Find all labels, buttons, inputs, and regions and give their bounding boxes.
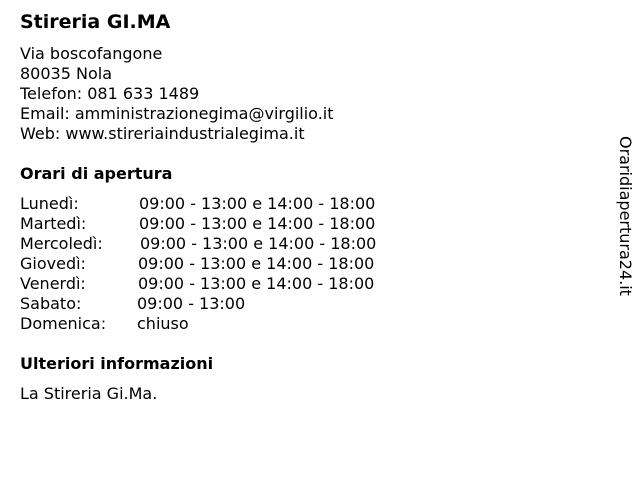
more-info-heading: Ulteriori informazioni xyxy=(20,354,214,373)
time-value: 09:00 - 13:00 xyxy=(137,294,246,313)
time-value: chiuso xyxy=(137,314,189,333)
day-label: Giovedì: xyxy=(20,254,86,273)
web-line: Web: www.stireriaindustrialegima.it xyxy=(20,124,305,143)
day-label: Lunedì: xyxy=(20,194,79,213)
time-value: 09:00 - 13:00 e 14:00 - 18:00 xyxy=(139,214,376,233)
opening-hours-heading: Orari di apertura xyxy=(20,164,173,183)
email-line: Email: amministrazionegima@virgilio.it xyxy=(20,104,334,123)
site-watermark: Oraridiapertura24.it xyxy=(616,136,635,296)
address-city: 80035 Nola xyxy=(20,64,112,83)
phone-line: Telefon: 081 633 1489 xyxy=(20,84,200,103)
business-name: Stireria GI.MA xyxy=(20,11,171,33)
day-label: Sabato: xyxy=(20,294,82,313)
day-label: Mercoledì: xyxy=(20,234,103,253)
more-info-text: La Stireria Gi.Ma. xyxy=(20,384,158,403)
day-label: Domenica: xyxy=(20,314,107,333)
time-value: 09:00 - 13:00 e 14:00 - 18:00 xyxy=(139,194,376,213)
day-label: Martedì: xyxy=(20,214,87,233)
time-value: 09:00 - 13:00 e 14:00 - 18:00 xyxy=(140,234,377,253)
contact-info xyxy=(20,44,334,144)
time-value: 09:00 - 13:00 e 14:00 - 18:00 xyxy=(138,274,375,293)
day-label: Venerdì: xyxy=(20,274,86,293)
time-value: 09:00 - 13:00 e 14:00 - 18:00 xyxy=(138,254,375,273)
address-street: Via boscofangone xyxy=(20,44,163,63)
